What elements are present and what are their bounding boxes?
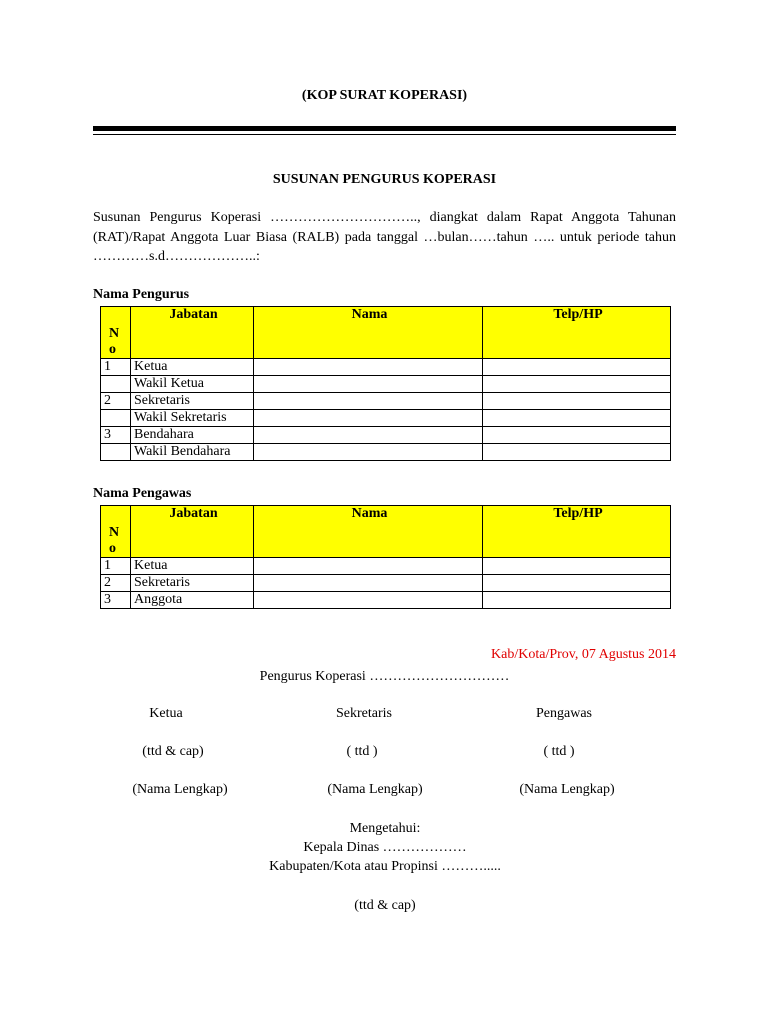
signature-sekretaris-sign: ( ttd ) <box>346 744 378 759</box>
row-jabatan: Wakil Bendahara <box>131 444 254 461</box>
row-no: 1 <box>101 558 131 575</box>
row-jabatan: Sekretaris <box>131 575 254 592</box>
signature-ketua-sign: (ttd & cap) <box>142 744 204 759</box>
no-line1: N <box>109 525 120 540</box>
column-header-telp: Telp/HP <box>483 506 671 558</box>
row-no <box>101 444 131 461</box>
row-nama[interactable] <box>254 575 483 592</box>
table-row <box>101 558 671 575</box>
intro-paragraph: Susunan Pengurus Koperasi ………………………….., diangkat dalam Rapat Anggota Tahunan (RAT)/Rapat Anggota Luar Biasa (RALB) pada tanggal …bulan……tahun ….. untuk periode tahun …………s.d………………..: <box>93 210 676 264</box>
row-no: 2 <box>101 575 131 592</box>
header-rule-thin <box>93 134 676 135</box>
row-jabatan: Anggota <box>131 592 254 609</box>
row-telp[interactable] <box>483 444 671 461</box>
kabupaten-label: Kabupaten/Kota atau Propinsi ………..... <box>269 859 501 874</box>
row-telp[interactable] <box>483 410 671 427</box>
column-header-no <box>101 307 131 359</box>
row-telp[interactable] <box>483 558 671 575</box>
row-jabatan: Sekretaris <box>131 393 254 410</box>
pengawas-heading: Nama Pengawas <box>93 486 192 501</box>
header-rule-thick <box>93 126 676 131</box>
pengawas-table <box>100 505 671 609</box>
signature-sekretaris-name: (Nama Lengkap) <box>327 782 423 797</box>
signature-sekretaris-role: Sekretaris <box>336 706 392 721</box>
table-row <box>101 410 671 427</box>
column-header-no <box>101 506 131 558</box>
no-line2: o <box>109 342 116 357</box>
table-row <box>101 376 671 393</box>
table-row <box>101 393 671 410</box>
document-title: SUSUNAN PENGURUS KOPERASI <box>272 172 497 187</box>
row-nama[interactable] <box>254 558 483 575</box>
kepala-dinas-label: Kepala Dinas ……………… <box>303 840 467 855</box>
row-jabatan: Wakil Ketua <box>131 376 254 393</box>
table-row <box>101 592 671 609</box>
date-place: Kab/Kota/Prov, 07 Agustus 2014 <box>491 647 676 662</box>
row-telp[interactable] <box>483 592 671 609</box>
row-telp[interactable] <box>483 359 671 376</box>
row-nama[interactable] <box>254 444 483 461</box>
row-no <box>101 376 131 393</box>
row-jabatan: Bendahara <box>131 427 254 444</box>
row-nama[interactable] <box>254 376 483 393</box>
table-row <box>101 444 671 461</box>
signature-pengawas-role: Pengawas <box>536 706 592 721</box>
row-telp[interactable] <box>483 376 671 393</box>
row-telp[interactable] <box>483 427 671 444</box>
column-header-nama: Nama <box>254 307 483 359</box>
table-row <box>101 427 671 444</box>
row-jabatan: Wakil Sekretaris <box>131 410 254 427</box>
signature-pengawas-name: (Nama Lengkap) <box>519 782 615 797</box>
row-no: 1 <box>101 359 131 376</box>
row-telp[interactable] <box>483 393 671 410</box>
row-nama[interactable] <box>254 410 483 427</box>
signature-ketua-role: Ketua <box>149 706 183 721</box>
kop-surat: (KOP SURAT KOPERASI) <box>301 88 468 103</box>
approval-sign: (ttd & cap) <box>354 898 416 913</box>
column-header-nama: Nama <box>254 506 483 558</box>
row-no: 3 <box>101 592 131 609</box>
column-header-jabatan: Jabatan <box>131 506 254 558</box>
pengurus-koperasi-line: Pengurus Koperasi ………………………… <box>259 669 510 684</box>
row-no <box>101 410 131 427</box>
row-no: 3 <box>101 427 131 444</box>
column-header-jabatan: Jabatan <box>131 307 254 359</box>
table-row <box>101 359 671 376</box>
no-line1: N <box>109 326 120 341</box>
mengetahui-label: Mengetahui: <box>349 821 421 836</box>
row-nama[interactable] <box>254 359 483 376</box>
column-header-telp: Telp/HP <box>483 307 671 359</box>
row-nama[interactable] <box>254 427 483 444</box>
row-nama[interactable] <box>254 592 483 609</box>
row-telp[interactable] <box>483 575 671 592</box>
signature-pengawas-sign: ( ttd ) <box>543 744 575 759</box>
row-jabatan: Ketua <box>131 558 254 575</box>
pengurus-heading: Nama Pengurus <box>93 287 190 302</box>
row-jabatan: Ketua <box>131 359 254 376</box>
row-nama[interactable] <box>254 393 483 410</box>
pengurus-table <box>100 306 671 461</box>
table-row <box>101 575 671 592</box>
row-no: 2 <box>101 393 131 410</box>
no-line2: o <box>109 541 116 556</box>
signature-ketua-name: (Nama Lengkap) <box>132 782 228 797</box>
